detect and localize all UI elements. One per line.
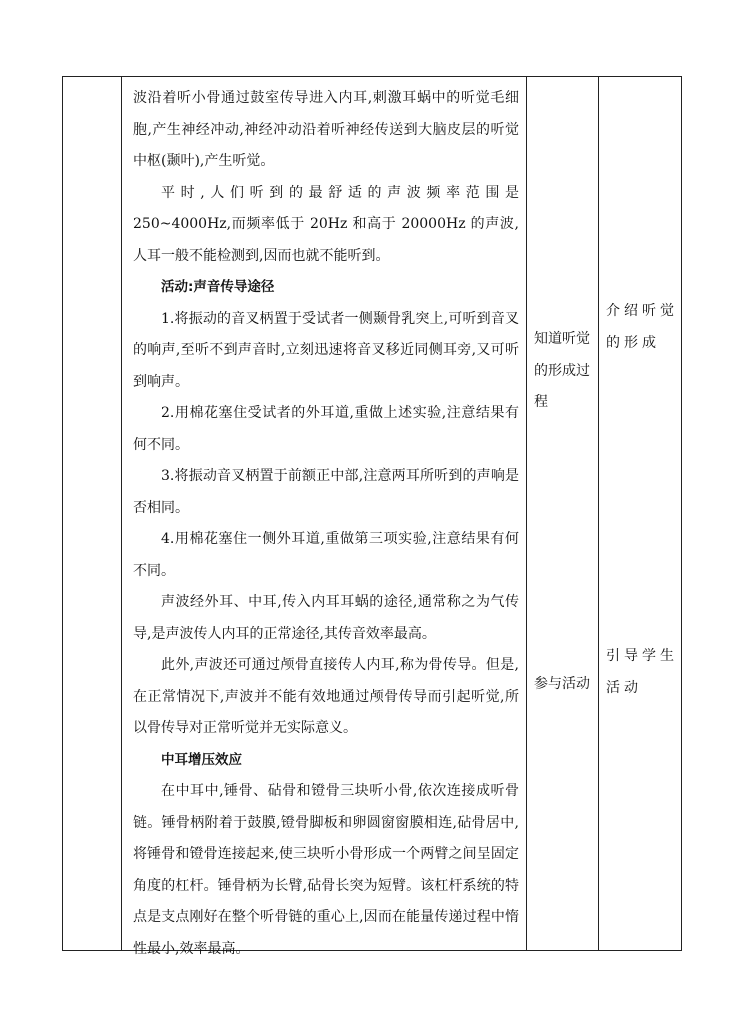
method-line: 介绍听觉: [606, 303, 678, 319]
method-line: 的形成: [606, 334, 660, 351]
method-line: 活动: [606, 679, 642, 696]
paragraph-step-2: 2.用棉花塞住受试者的外耳道,重做上述实验,注意结果有何不同。: [133, 405, 519, 453]
paragraph-bone-conduction: 此外,声波还可通过颅骨直接传人内耳,称为骨传导。但是,在正常情况下,声波并不能有效地通过颅骨传导而引起听觉,所以骨传导对正常听觉并无实际意义。: [133, 657, 519, 736]
paragraph-step-1: 1.将振动的音叉柄置于受试者一侧颞骨乳突上,可听到音叉的响声,至听不到声音时,立刻迅速将音叉移近同侧耳旁,又可听到响声。: [133, 310, 519, 390]
column-divider: [526, 77, 527, 950]
paragraph-ossicular-chain: 在中耳中,锤骨、砧骨和镫骨三块听小骨,依次连接成听骨链。锤骨柄附着于鼓膜,镫骨脚板和卵圆窗窗膜相连,砧骨居中,将锤骨和镫骨连接起来,使三块听小骨形成一个两臂之间呈固定角度的杠杆。锤骨柄为长臂,砧骨长突为短臂。该杠杆系统的特点是支点刚好在整个听骨链的重心上,因而在能量传递过程中惰性最小,效率最高。: [133, 783, 519, 957]
goal-line: 的形成过: [534, 362, 590, 379]
method-cell-hearing: [606, 296, 678, 359]
goal-line: 参与活动: [534, 676, 590, 692]
method-line: 引导学生: [606, 648, 678, 664]
heading-activity: 活动:声音传导途径: [161, 279, 275, 295]
goal-line: 知道听觉: [534, 331, 590, 347]
lesson-table: [62, 76, 682, 957]
teaching-content-cell: [133, 83, 519, 965]
paragraph-frequency-range: 平时,人们听到的最舒适的声波频率范围是 250~4000Hz,而频率低于 20Hz 和高于 20000Hz 的声波,人耳一般不能检测到,因而也就不能听到。: [133, 184, 519, 264]
heading-middle-ear: 中耳增压效应: [161, 751, 242, 768]
goal-line: 程: [534, 394, 548, 410]
goal-cell-activity: [534, 669, 596, 701]
paragraph-step-4: 4.用棉花塞住一侧外耳道,重做第三项实验,注意结果有何不同。: [133, 531, 519, 579]
paragraph-hearing-formation: 波沿着听小骨通过鼓室传导进入内耳,刺激耳蜗中的听觉毛细胞,产生神经冲动,神经冲动沿着听神经传送到大脑皮层的听觉中枢(颞叶),产生听觉。: [133, 90, 519, 169]
paragraph-step-3: 3.将振动音叉柄置于前额正中部,注意两耳所听到的声响是否相同。: [133, 468, 519, 516]
method-cell-activity: [606, 641, 678, 704]
column-divider: [121, 77, 122, 950]
paragraph-air-conduction: 声波经外耳、中耳,传入内耳耳蜗的途径,通常称之为气传导,是声波传人内耳的正常途径,其传音效率最高。: [133, 594, 519, 642]
column-divider: [598, 77, 599, 950]
goal-cell-hearing: [534, 324, 596, 419]
